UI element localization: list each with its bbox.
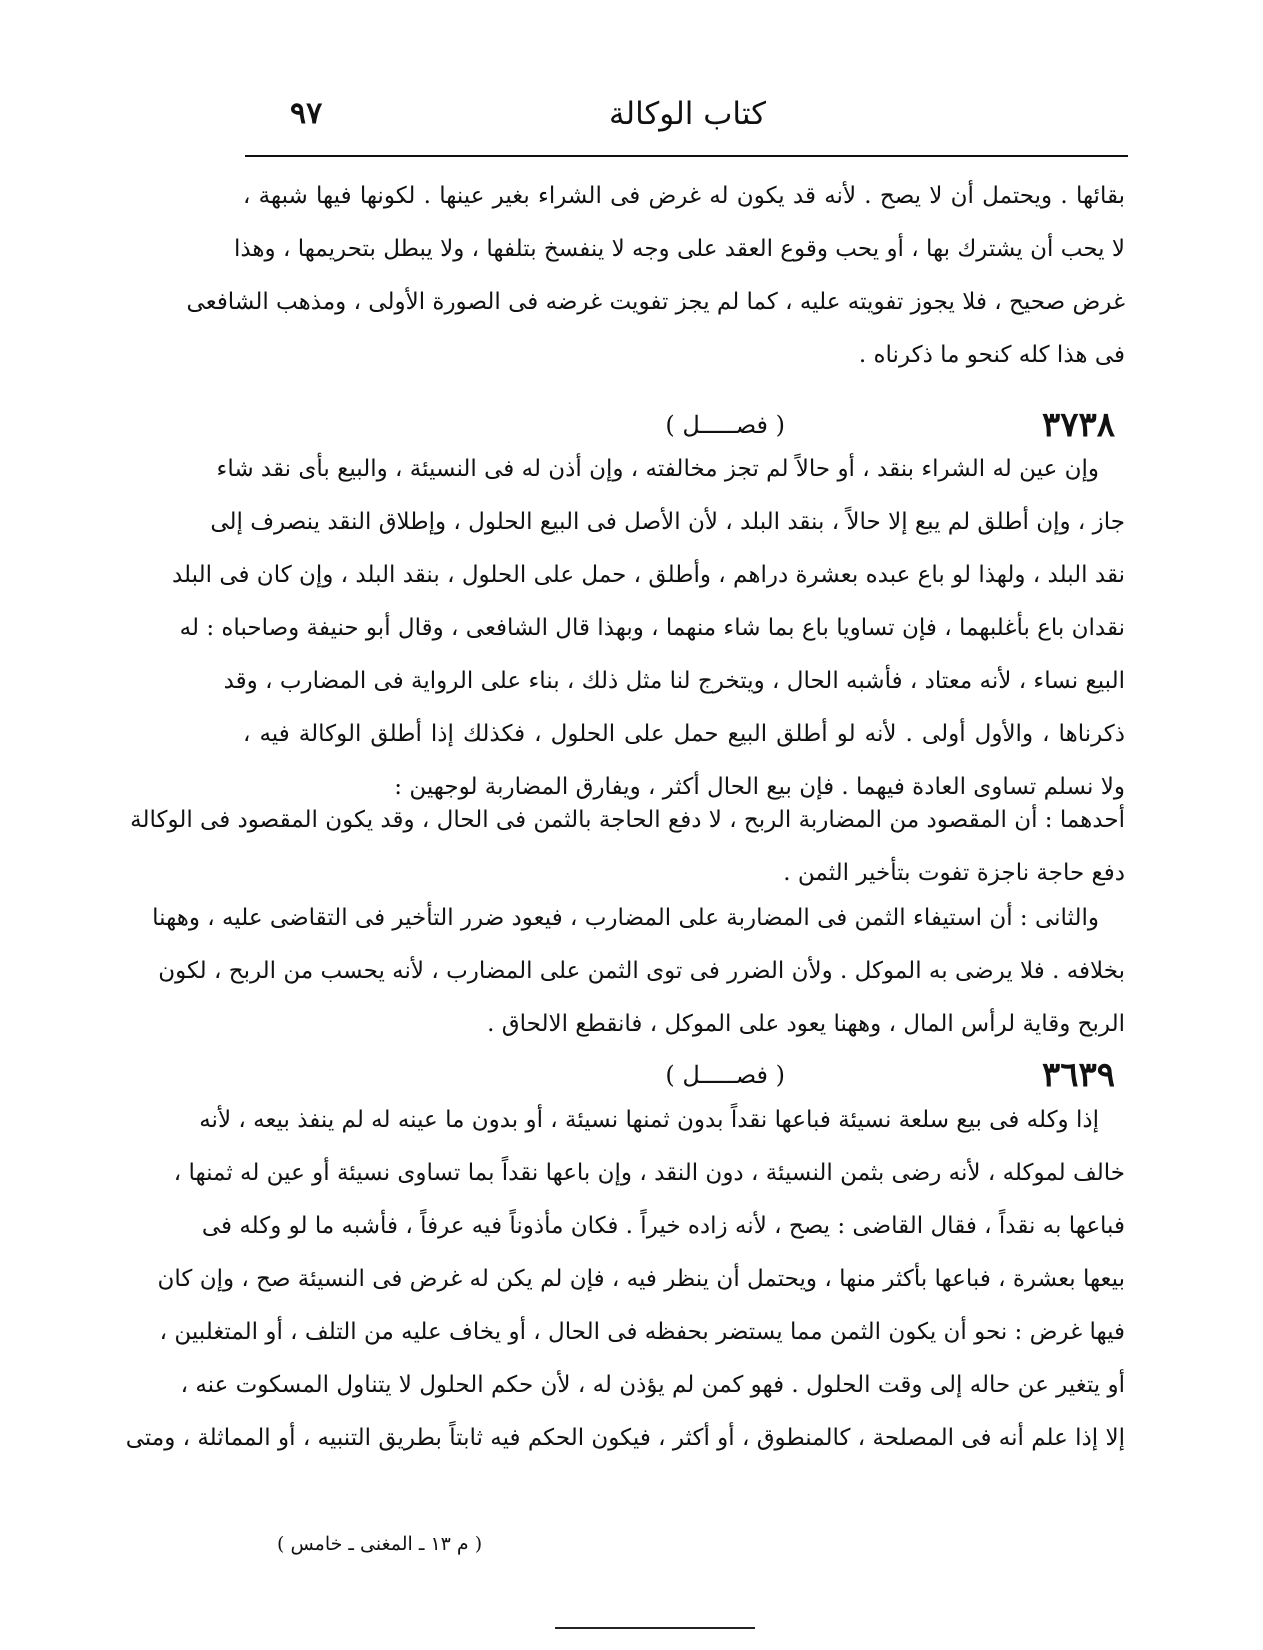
text-line: البيع نساء ، لأنه معتاد ، فأشبه الحال ، ويتخرج لنا مثل ذلك ، بناء على الرواية فى المضارب ، وقد xyxy=(223,668,1125,694)
text-line: لا يحب أن يشترك بها ، أو يحب وقوع العقد على وجه لا ينفسخ بتلفها ، ولا يبطل بتحريمها ، وهذا xyxy=(233,236,1125,262)
section-number: ٣٧٣٨ xyxy=(1041,405,1115,445)
section-number: ٣٦٣٩ xyxy=(1041,1055,1115,1095)
text-line: ذكرناها ، والأول أولى . لأنه لو أطلق البيع حمل على الحلول ، فكذلك إذا أطلق الوكالة فيه ، xyxy=(243,721,1125,747)
text-line: فيها غرض : نحو أن يكون الثمن مما يستضر بحفظه فى الحال ، أو يخاف عليه من التلف ، أو المتغلبين ، xyxy=(159,1319,1125,1345)
text-line: دفع حاجة ناجزة تفوت بتأخير الثمن . xyxy=(783,860,1125,886)
section-title: ( فصـــــل ) xyxy=(665,1061,785,1089)
text-line: غرض صحيح ، فلا يجوز تفويته عليه ، كما لم يجز تفويت غرضه فى الصورة الأولى ، ومذهب الشافعى xyxy=(186,289,1125,315)
text-line: وإن عين له الشراء بنقد ، أو حالاً لم تجز مخالفته ، وإن أذن له فى النسيئة ، والبيع بأى نقد شاء xyxy=(216,456,1099,482)
paragraph-section-3639 xyxy=(125,1094,1125,1465)
text-line: نقد البلد ، ولهذا لو باع عبده بعشرة دراهم ، وأطلق ، حمل على الحلول ، بنقد البلد ، وإن كان فى البلد xyxy=(171,562,1125,588)
text-line: فى هذا كله كنحو ما ذكرناه . xyxy=(858,342,1125,368)
section-title: ( فصـــــل ) xyxy=(665,411,785,439)
text-line: أحدهما : أن المقصود من المضاربة الربح ، لا دفع الحاجة بالثمن فى الحال ، وقد يكون المقصود فى الوكالة xyxy=(130,807,1125,833)
text-line: والثانى : أن استيفاء الثمن فى المضاربة على المضارب ، فيعود ضرر التأخير فى التقاضى عليه ، وههنا xyxy=(152,905,1099,931)
text-line: ولا نسلم تساوى العادة فيهما . فإن بيع الحال أكثر ، ويفارق المضاربة لوجهين : xyxy=(394,774,1125,800)
bottom-rule xyxy=(555,1627,755,1629)
text-line: إذا وكله فى بيع سلعة نسيئة فباعها نقداً بدون ثمنها نسيئة ، أو بدون ما عينه له لم ينفذ بيعه ، لأنه xyxy=(199,1107,1099,1133)
text-line: فباعها به نقداً ، فقال القاضى : يصح ، لأنه زاده خيراً . فكان مأذوناً فيه عرفاً ، فأشبه ما لو وكله فى xyxy=(201,1213,1125,1239)
paragraph-section-3738 xyxy=(171,443,1125,814)
text-line: إلا إذا علم أنه فى المصلحة ، كالمنطوق ، أو أكثر ، فيكون الحكم فيه ثابتاً بطريق التنبيه ، أو المماثلة ، ومتى xyxy=(125,1425,1125,1451)
section-heading-3639 xyxy=(243,1050,1125,1100)
text-line: بيعها بعشرة ، فباعها بأكثر منها ، ويحتمل أن ينظر فيه ، فإن لم يكن له غرض فى النسيئة صح ، وإن كان xyxy=(157,1266,1125,1292)
text-line: جاز ، وإن أطلق لم يبع إلا حالاً ، بنقد البلد ، لأن الأصل فى البيع الحلول ، وإطلاق النقد ينصرف إلى xyxy=(210,509,1125,535)
header-rule xyxy=(245,155,1128,157)
text-line: خالف لموكله ، لأنه رضى بثمن النسيئة ، دون النقد ، وإن باعها نقداً بما تساوى نسيئة أو عين له ثمنها ، xyxy=(173,1160,1125,1186)
paragraph-second-reason xyxy=(152,892,1125,1051)
text-line: الربح وقاية لرأس المال ، وههنا يعود على الموكل ، فانقطع الالحاق . xyxy=(487,1011,1125,1037)
running-title: كتاب الوكالة xyxy=(609,96,766,132)
paragraph-first-reason xyxy=(130,794,1125,900)
paragraph-continuation xyxy=(186,170,1125,382)
text-line: نقدان باع بأغلبهما ، فإن تساويا باع بما شاء منهما ، وبهذا قال الشافعى ، وقال أبو حنيفة وصاحباه : له xyxy=(179,615,1125,641)
text-line: أو يتغير عن حاله إلى وقت الحلول . فهو كمن لم يؤذن له ، لأن حكم الحلول لا يتناول المسكوت عنه ، xyxy=(180,1372,1125,1398)
signature-footnote: ( م ١٣ ـ المغنى ـ خامس ) xyxy=(277,1533,483,1555)
page-header xyxy=(250,96,1125,140)
text-line: بخلافه . فلا يرضى به الموكل . ولأن الضرر فى توى الثمن على المضارب ، لأنه يحسب من الربح ، لكون xyxy=(158,958,1125,984)
page-number: ٩٧ xyxy=(290,96,323,131)
text-line: بقائها . ويحتمل أن لا يصح . لأنه قد يكون له غرض فى الشراء بغير عينها . لكونها فيها شبهة ، xyxy=(243,183,1125,209)
